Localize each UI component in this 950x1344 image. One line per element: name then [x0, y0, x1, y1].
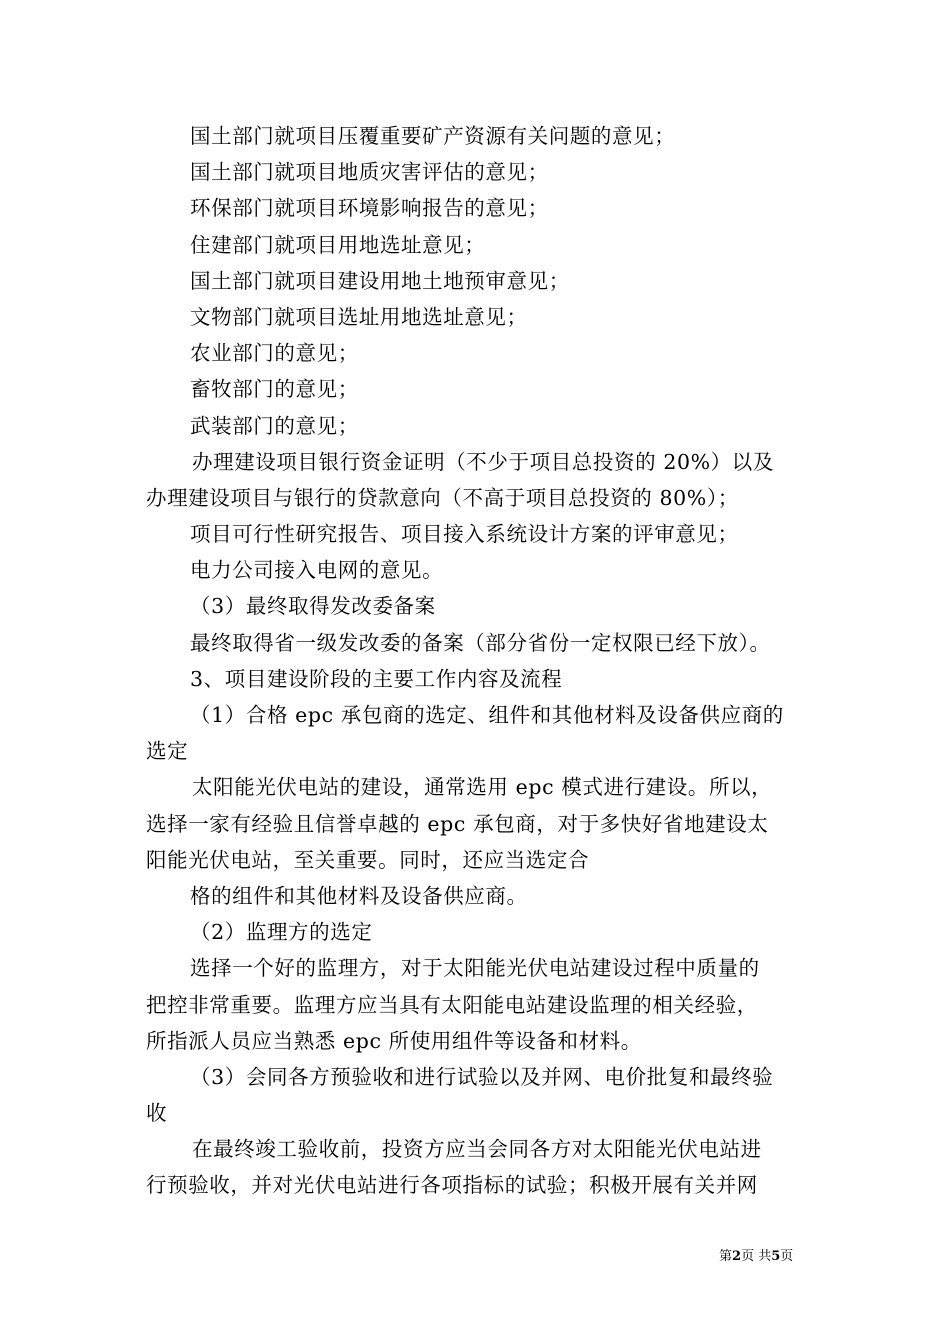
footer-middle: 页 共 — [741, 1249, 772, 1264]
section-heading: （3）会同各方预验收和进行试验以及并网、电价批复和最终验 — [190, 1064, 774, 1089]
footer-prefix: 第 — [719, 1249, 733, 1264]
text-line: 项目可行性研究报告、项目接入系统设计方案的评审意见； — [190, 522, 739, 547]
text-line: 环保部门就项目环境影响报告的意见； — [190, 196, 549, 221]
text-line: 把控非常重要。监理方应当具有太阳能电站建设监理的相关经验， — [146, 992, 758, 1017]
page-footer — [719, 1245, 793, 1264]
text-line: 电力公司接入电网的意见。 — [190, 558, 444, 583]
text-line: 阳能光伏电站，至关重要。同时，还应当选定合 — [146, 847, 590, 872]
section-heading: （3）最终取得发改委备案 — [190, 594, 436, 619]
section-heading: 收 — [146, 1101, 168, 1126]
text-line: 办理建设项目与银行的贷款意向（不高于项目总投资的 80%）； — [146, 485, 739, 510]
text-line: 文物部门就项目选址用地选址意见； — [190, 304, 528, 329]
section-heading: 选定 — [146, 739, 189, 764]
text-line: 国土部门就项目地质灾害评估的意见； — [190, 160, 549, 185]
text-line: 选择一家有经验且信誉卓越的 epc 承包商，对于多快好省地建设太 — [146, 811, 769, 836]
text-line: 畜牧部门的意见； — [190, 377, 359, 402]
total-pages-number: 5 — [771, 1249, 781, 1264]
text-line: 住建部门就项目用地选址意见； — [190, 232, 486, 257]
footer-suffix: 页 — [780, 1249, 794, 1264]
text-line: 太阳能光伏电站的建设，通常选用 epc 模式进行建设。所以， — [192, 775, 773, 800]
section-heading: （1）合格 epc 承包商的选定、组件和其他材料及设备供应商的 — [190, 703, 784, 727]
text-line: 国土部门就项目压覆重要矿产资源有关问题的意见； — [190, 124, 676, 148]
text-line: 最终取得省一级发改委的备案（部分省份一定权限已经下放）。 — [190, 630, 771, 655]
text-line: 农业部门的意见； — [190, 341, 359, 366]
text-line: 武装部门的意见； — [190, 413, 359, 438]
text-line: 国土部门就项目建设用地土地预审意见； — [190, 268, 570, 293]
text-line: 所指派人员应当熟悉 epc 所使用组件等设备和材料。 — [146, 1028, 642, 1053]
section-heading: 3、项目建设阶段的主要工作内容及流程 — [190, 666, 563, 691]
section-heading: （2）监理方的选定 — [190, 920, 373, 945]
current-page-number: 2 — [732, 1249, 742, 1264]
text-line: 格的组件和其他材料及设备供应商。 — [190, 883, 528, 908]
document-body — [146, 118, 810, 1204]
text-line: 办理建设项目银行资金证明（不少于项目总投资的 20%）以及 — [192, 449, 774, 474]
text-line: 行预验收，并对光伏电站进行各项指标的试验；积极开展有关并网 — [146, 1173, 758, 1198]
text-line: 选择一个好的监理方，对于太阳能光伏电站建设过程中质量的 — [190, 956, 760, 981]
text-line: 在最终竣工验收前，投资方应当会同各方对太阳能光伏电站进 — [192, 1137, 762, 1162]
